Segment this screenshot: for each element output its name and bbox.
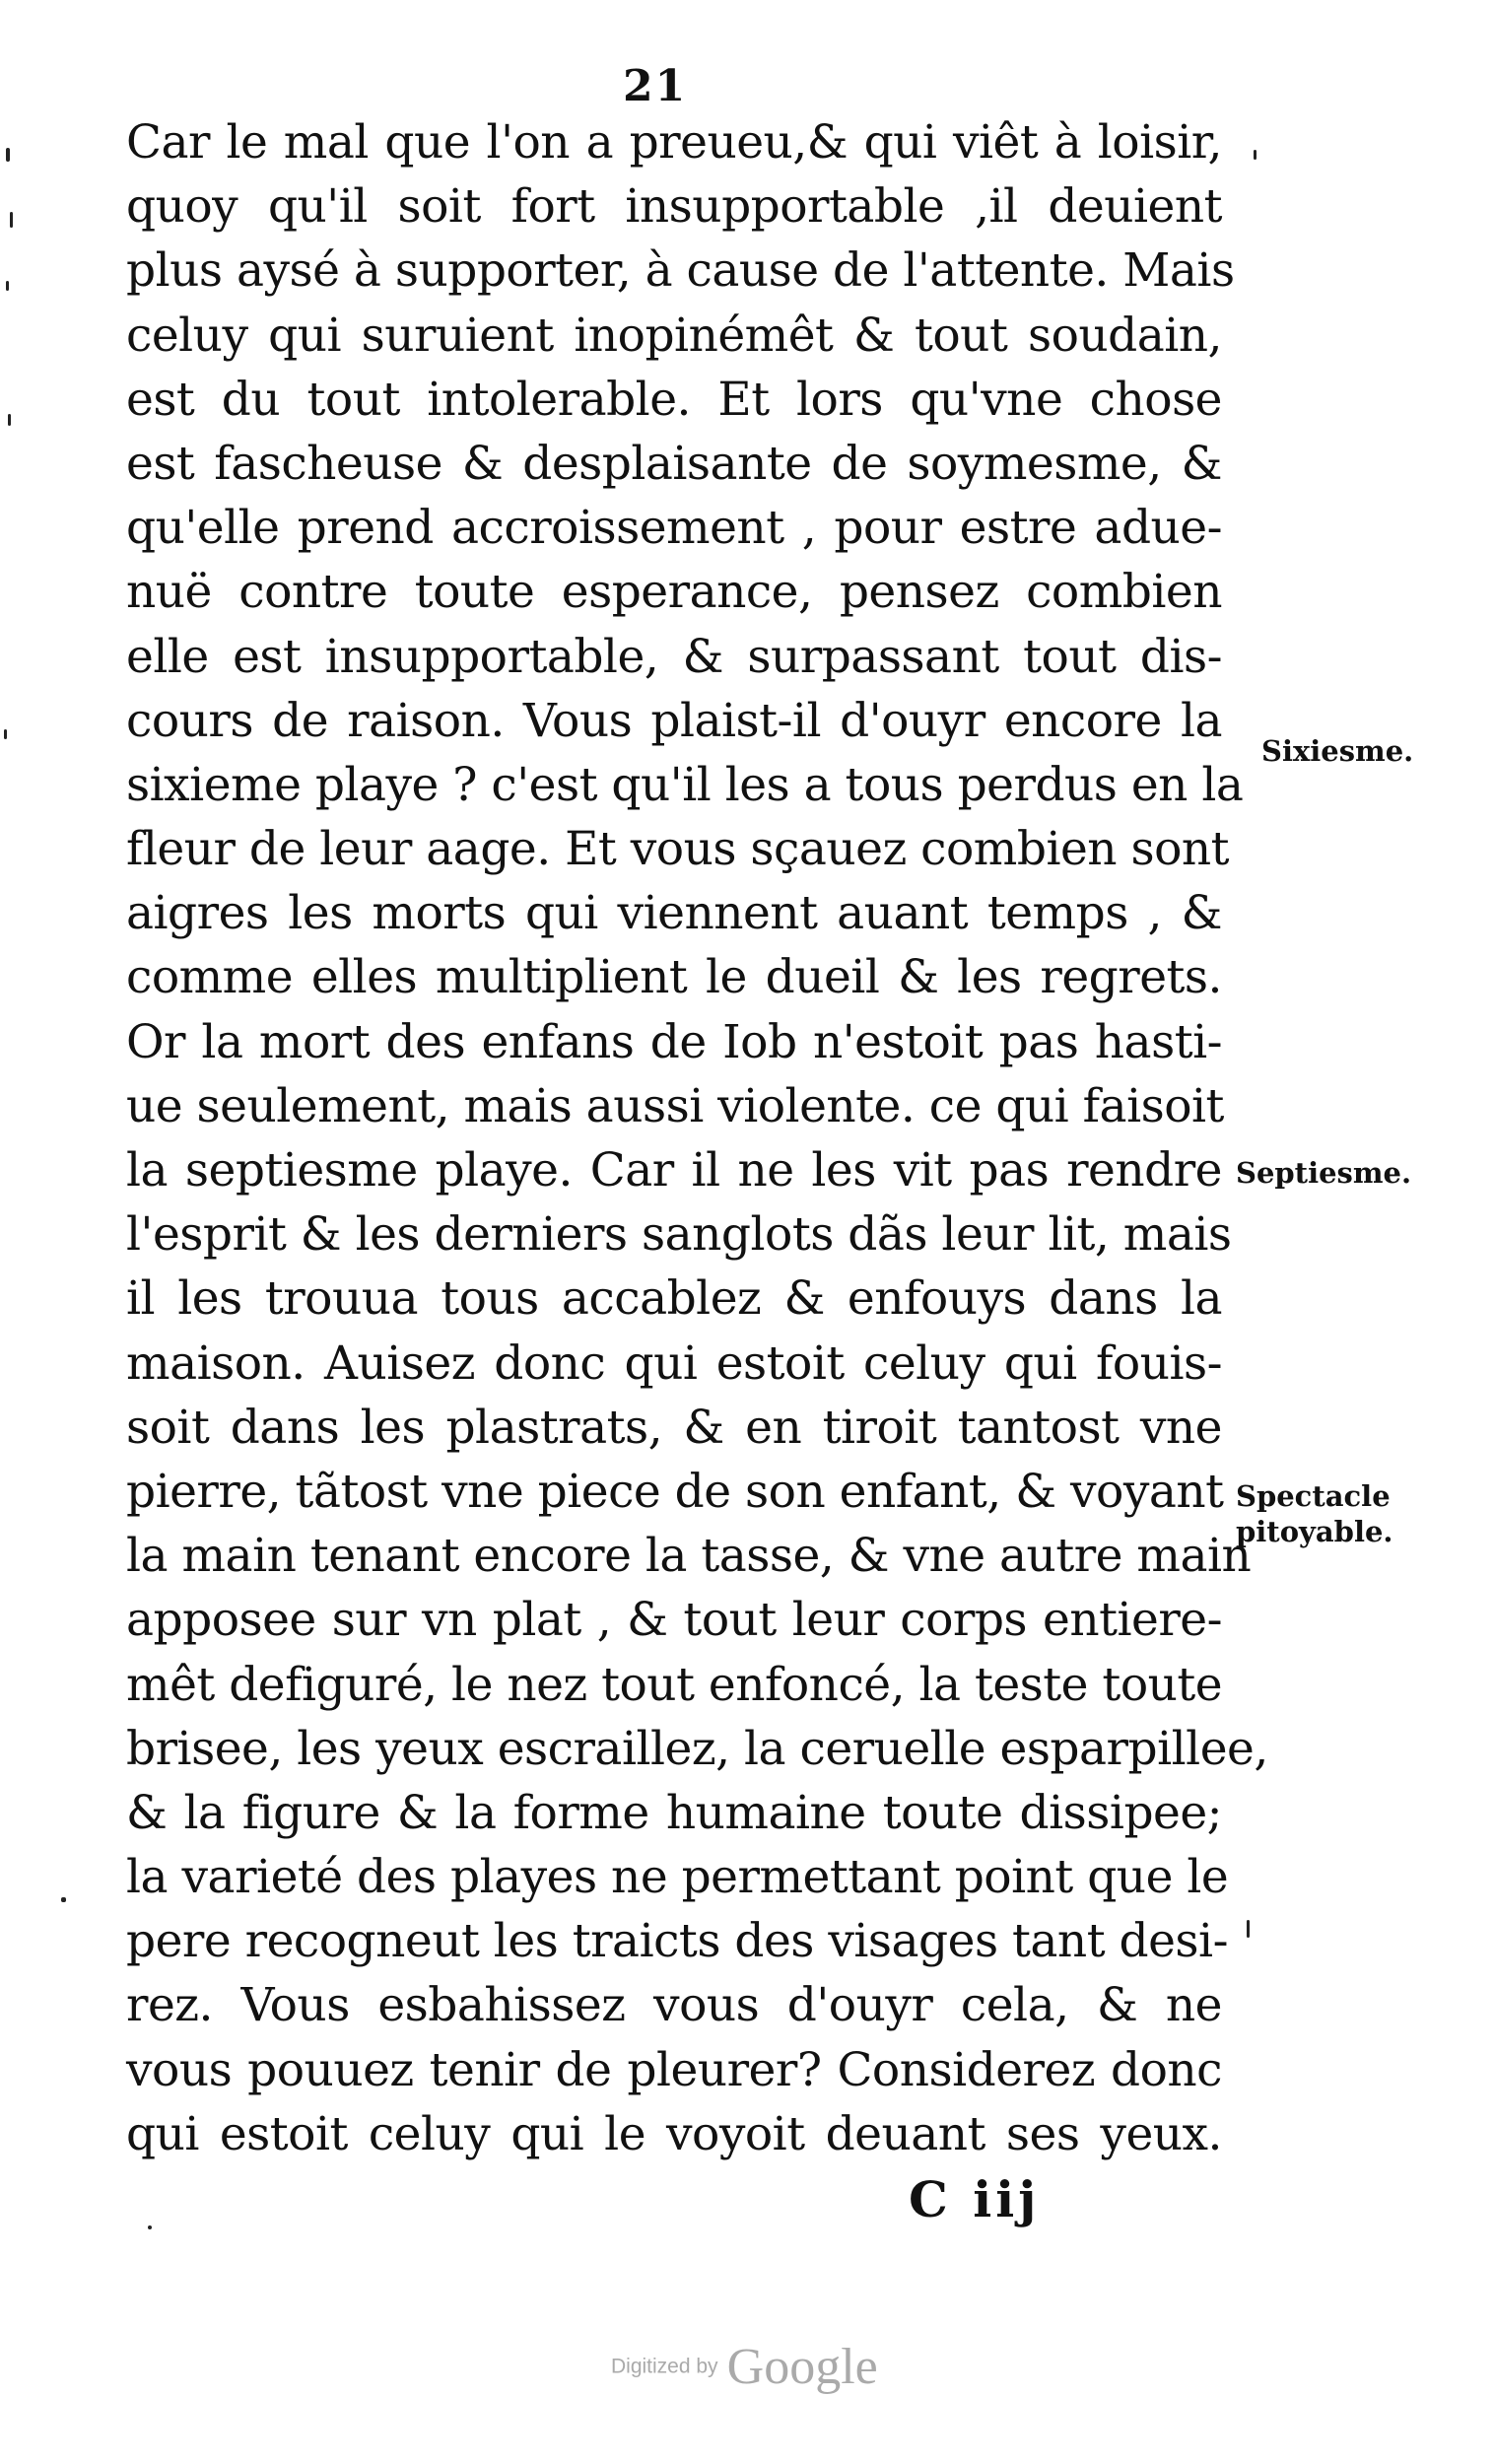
text-line: est fascheuse & desplaisante de soymesme, &: [126, 436, 1222, 491]
scan-speck: [4, 729, 7, 739]
text-line: nuë contre toute esperance, pensez combien: [126, 565, 1222, 620]
body-text: [126, 110, 1268, 2166]
scan-speck: [6, 148, 10, 162]
scan-speck: [1247, 1920, 1250, 1938]
text-line: il les trouua tous accablez & enfouys dans la: [126, 1271, 1222, 1327]
text-line: rez. Vous esbahissez vous d'ouyr cela, & ne: [126, 1978, 1222, 2033]
text-line: cours de raison. Vous plaist-il d'ouyr encore la: [126, 693, 1222, 748]
text-line: pere recogneut les traicts des visages tant desi-: [126, 1914, 1228, 1969]
text-line: ue seulement, mais aussi violente. ce qui faisoit: [126, 1078, 1224, 1133]
text-line: mêt defiguré, le nez tout enfoncé, la teste toute: [126, 1657, 1223, 1712]
text-line: elle est insupportable, & surpassant tout dis-: [126, 629, 1222, 684]
text-line: est du tout intolerable. Et lors qu'vne chose: [126, 372, 1222, 427]
text-line: la main tenant encore la tasse, & vne autre main: [126, 1529, 1252, 1584]
text-line: aigres les morts qui viennent auant temps , &: [126, 886, 1222, 941]
text-line: qui estoit celuy qui le voyoit deuant ses yeux.: [126, 2106, 1222, 2161]
scan-speck: [61, 1897, 66, 1902]
text-line: l'esprit & les derniers sanglots dãs leur lit, mais: [126, 1207, 1232, 1263]
margin-note-spectacle: Spectacle pitoyable.: [1236, 1479, 1393, 1548]
text-line: la varieté des playes ne permettant point que le: [126, 1850, 1229, 1905]
scan-speck: [8, 414, 11, 426]
scan-speck: [6, 281, 9, 291]
text-line: fleur de leur aage. Et vous sçauez combien sont: [126, 822, 1230, 877]
text-line: Car le mal que l'on a preueu,& qui viêt à loisir,: [126, 115, 1222, 170]
scan-speck: [1254, 150, 1256, 160]
text-line: & la figure & la forme humaine toute dissipee;: [126, 1785, 1222, 1840]
text-line: Or la mort des enfans de Iob n'estoit pas hasti-: [126, 1014, 1222, 1069]
text-line: qu'elle prend accroissement , pour estre adue-: [126, 501, 1222, 556]
text-line: plus aysé à supporter, à cause de l'attente. Mais: [126, 243, 1235, 299]
margin-note-septiesme: Septiesme.: [1236, 1156, 1412, 1190]
scan-speck: [10, 212, 13, 228]
text-line: vous pouuez tenir de pleurer? Considerez donc: [126, 2042, 1222, 2097]
text-line: brisee, les yeux escraillez, la ceruelle esparpillee,: [126, 1721, 1268, 1776]
page-number: 21: [623, 61, 688, 111]
digitized-watermark: [611, 2338, 878, 2396]
text-line: pierre, tãtost vne piece de son enfant, & voyant: [126, 1464, 1224, 1519]
text-line: maison. Auisez donc qui estoit celuy qui fouis-: [126, 1335, 1222, 1391]
watermark-brand: Google: [726, 2339, 878, 2395]
text-line: comme elles multiplient le dueil & les regrets.: [126, 950, 1222, 1005]
text-line: la septiesme playe. Car il ne les vit pas rendre: [126, 1143, 1222, 1198]
margin-note-sixiesme: Sixiesme.: [1261, 734, 1414, 768]
text-line: apposee sur vn plat , & tout leur corps entiere-: [126, 1593, 1222, 1648]
scan-speck: [148, 2225, 152, 2229]
watermark-prefix: Digitized by: [611, 2355, 718, 2378]
signature-mark: C iij: [909, 2170, 1041, 2228]
text-line: celuy qui suruient inopinémêt & tout soudain,: [126, 308, 1222, 363]
text-line: sixieme playe ? c'est qu'il les a tous perdus en la: [126, 757, 1244, 812]
text-line: soit dans les plastrats, & en tiroit tantost vne: [126, 1400, 1222, 1455]
text-line: quoy qu'il soit fort insupportable ,il deuient: [126, 179, 1222, 235]
